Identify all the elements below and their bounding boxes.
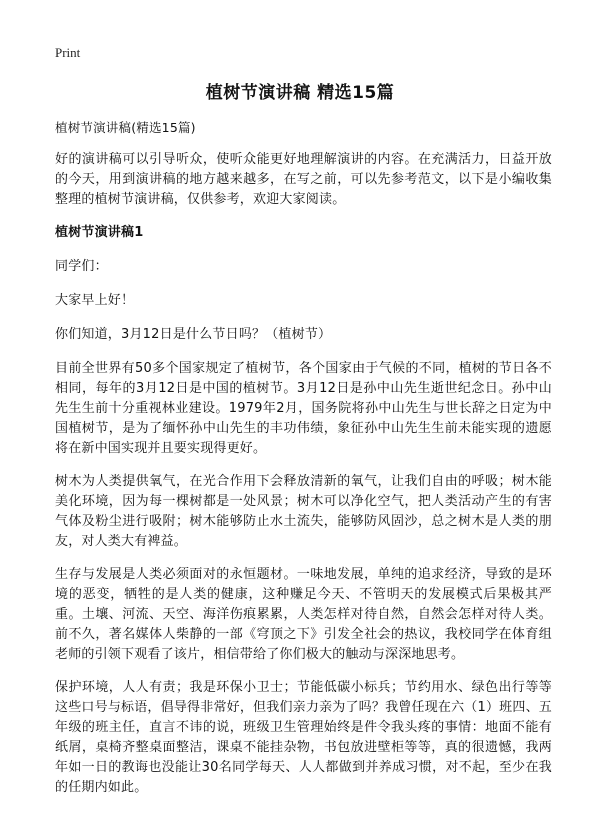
document-title: 植树节演讲稿 精选15篇: [205, 83, 395, 103]
print-label: Print: [55, 45, 81, 60]
section-heading: 植树节演讲稿1: [55, 225, 144, 240]
document-subtitle: 植树节演讲稿(精选15篇): [55, 120, 196, 135]
question-line: 你们知道，3月12日是什么节日吗？（植树节）: [55, 327, 332, 342]
morning-greeting-line: 大家早上好！: [55, 293, 135, 308]
body-paragraph-3: 生存与发展是人类必须面对的永恒题材。一味地发展，单纯的追求经济，导致的是环境的恶变，牺牲的是人类的健康，这种赚足今天、不管明天的发展模式后果极其严重。土壤、河流、天空、海洋伤痕累累，人类怎样对待自然，自然会怎样对待人类。前不久，著名媒体人柴静的一部《穹顶之下》引发全社会的热议，我校同学在体育组老师的引领下观看了该片，相信带给了你们极大的触动与深深地思考。: [55, 567, 552, 662]
body-paragraph-4: 保护环境，人人有责；我是环保小卫士；节能低碳小标兵；节约用水、绿色出行等等这些口号与标语，倡导得非常好，但我们亲力亲为了吗？我曾任现在六（1）班四、五年级的班主任，直言不讳的说，班级卫生管理始终是件令我头疼的事情：地面不能有纸屑，桌椅齐整桌面整洁，课桌不能挂杂物，书包放进壁柜等等，真的很遗憾，我两年如一日的教诲也没能让30名同学每天、人人都做到并养成习惯，对不起，至少在我的任期内如此。: [55, 680, 552, 795]
greeting-line: 同学们：: [55, 259, 108, 274]
document-body: [55, 118, 552, 811]
body-paragraph-1: 目前全世界有50多个国家规定了植树节，各个国家由于气候的不同，植树的节日各不相同，每年的3月12日是中国的植树节。3月12日是孙中山先生逝世纪念日。孙中山先生生前十分重视林业建设。1979年2月，国务院将孙中山先生与世长辞之日定为中国植树节，是为了缅怀孙中山先生的丰功伟绩，象征孙中山先生生前未能实现的遗愿将在新中国实现并且要实现得更好。: [55, 361, 552, 456]
body-paragraph-2: 树木为人类提供氧气，在光合作用下会释放清新的氧气，让我们自由的呼吸；树木能美化环境，因为每一棵树都是一处风景；树木可以净化空气，把人类活动产生的有害气体及粉尘进行吸附；树木能够防止水土流失，能够防风固沙，总之树木是人类的朋友，对人类大有裨益。: [55, 474, 552, 549]
intro-paragraph: 好的演讲稿可以引导听众，使听众能更好地理解演讲的内容。在充满活力，日益开放的今天，用到演讲稿的地方越来越多，在写之前，可以先参考范文，以下是小编收集整理的植树节演讲稿，仅供参考，欢迎大家阅读。: [55, 152, 552, 207]
